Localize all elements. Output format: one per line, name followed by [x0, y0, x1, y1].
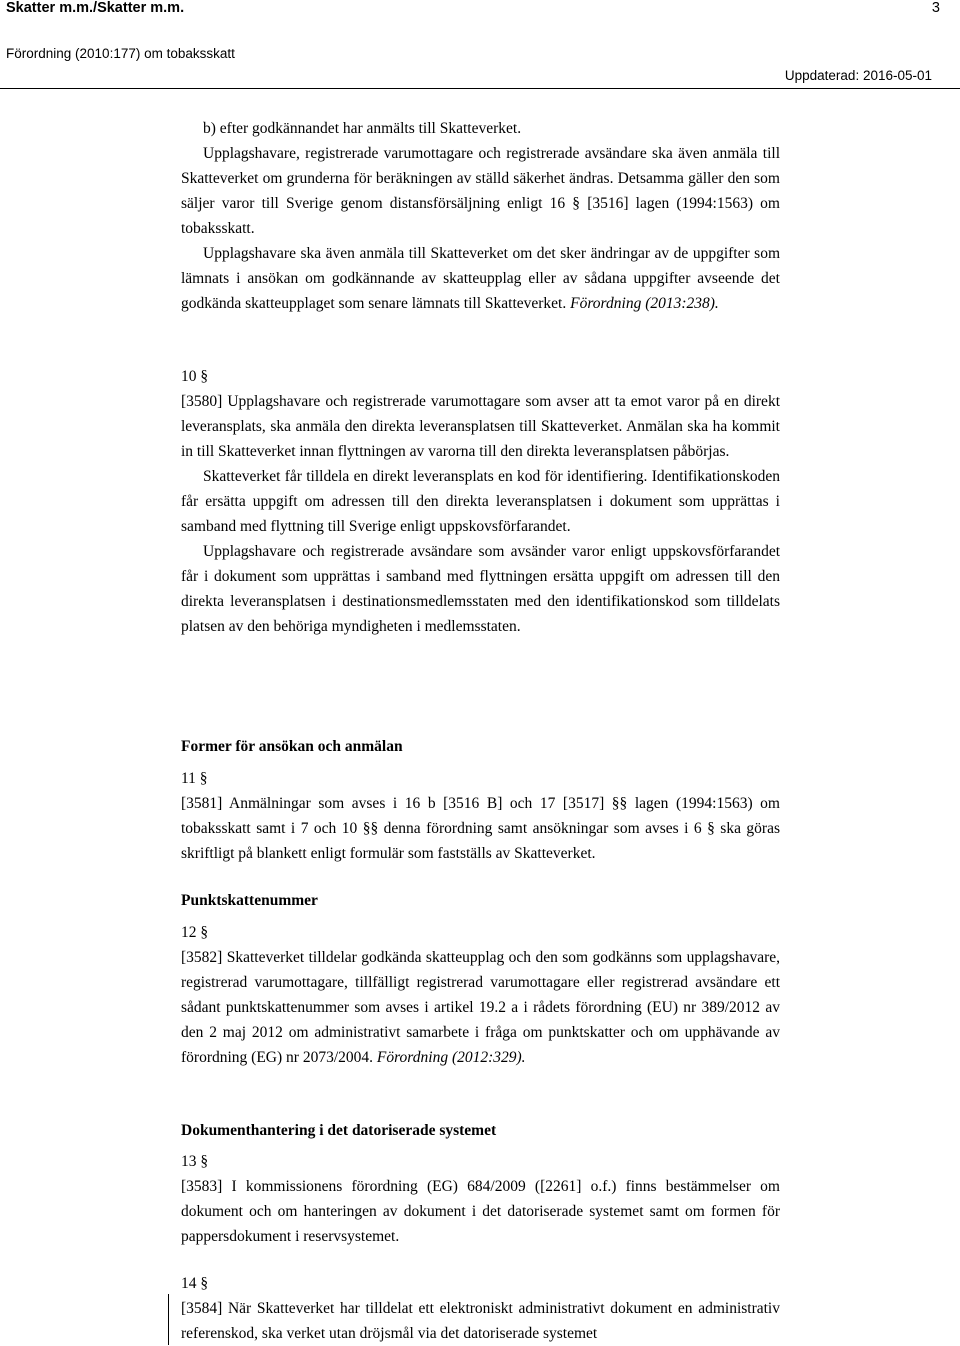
amendment-reference: Förordning (2012:329). [376, 1049, 526, 1066]
section-13 [181, 1149, 780, 1249]
section-heading: Former för ansökan och anmälan [181, 738, 403, 755]
section-14-label: 14 § [181, 1275, 209, 1292]
section-10-paragraph-3: Upplagshavare och registrerade avsändare som avsänder varor enligt uppskovsförfarandet får i dokument som upprättas i samband med flyttningen ersätta uppgift om adressen till den direkta leveransplatsen i destinationsmedlemsstaten med den identifikationskod som tilldelats platsen av den behöriga myndigheten i medlemsstaten. [181, 543, 780, 635]
section-11 [181, 766, 780, 866]
paragraph-b-item: b) efter godkännandet har anmälts till Skatteverket. [203, 120, 522, 137]
section-10 [181, 364, 780, 639]
section-11-paragraph-1: [3581] Anmälningar som avses i 16 b [3516 B] och 17 [3517] §§ lagen (1994:1563) om tobaksskatt samt i 7 och 10 §§ denna förordning samt ansökningar som avses i 6 § ska göras skriftligt på blankett enligt formulär som fastställs av Skatteverket. [181, 795, 780, 862]
section-14 [181, 1271, 780, 1346]
statute-title: Förordning (2010:177) om tobaksskatt [6, 46, 235, 61]
section-12 [181, 920, 780, 1070]
section-10-paragraph-1: [3580] Upplagshavare och registrerade varumottagare som avser att ta emot varor på en direkt leveransplats, ska anmäla den direkta leveransplatsen till Skatteverket. Anmälan ska ha kommit in till Skatteverket innan flyttningen av varorna till den direkta leveransplatsen påbörjas. [181, 393, 780, 460]
page-number: 3 [931, 0, 940, 16]
heading-excise-number [181, 888, 780, 913]
paragraph-1: Upplagshavare, registrerade varumottagare och registrerade avsändare ska även anmäla till Skatteverket om grunderna för beräkningen av ställd säkerhet ändras. Detsamma gäller den som säljer varor till Sverige genom distansförsäljning enligt 16 § [3516] lagen (1994:1563) om tobaksskatt. [181, 145, 780, 237]
header-divider [0, 88, 960, 89]
section-12-label: 12 § [181, 924, 209, 941]
section-heading: Punktskattenummer [181, 892, 318, 909]
section-13-label: 13 § [181, 1153, 209, 1170]
body-block-1 [181, 116, 780, 316]
paragraph-2-text: Upplagshavare ska även anmäla till Skatteverket om det sker ändringar av de uppgifter som lämnats i ansökan om godkännande av skatteupplag eller av sådana uppgifter avseende det godkända skatteupplaget som senare lämnats till Skatteverket. [181, 245, 780, 312]
heading-forms [181, 734, 780, 759]
updated-date: Uppdaterad: 2016-05-01 [784, 68, 932, 83]
heading-document-handling [181, 1118, 780, 1143]
section-13-paragraph-1: [3583] I kommissionens förordning (EG) 684/2009 ([2261] o.f.) finns bestämmelser om dokument och om hanteringen av dokument i det datoriserade systemet samt om formen för pappersdokument i reservsystemet. [181, 1178, 780, 1245]
section-10-label: 10 § [181, 368, 209, 385]
change-bar [168, 1294, 169, 1345]
section-heading: Dokumenthantering i det datoriserade systemet [181, 1122, 497, 1139]
section-10-paragraph-2: Skatteverket får tilldela en direkt leveransplats en kod för identifiering. Identifikationskoden får ersätta uppgift om adressen till den direkta leveransplatsen i dokument som upprättas i samband med flyttning till Sverige enligt uppskovsförfarandet. [181, 468, 780, 535]
document-title: Skatter m.m./Skatter m.m. [6, 0, 185, 16]
paragraph-2 [181, 241, 780, 316]
section-11-label: 11 § [181, 770, 208, 787]
section-12-text: [3582] Skatteverket tilldelar godkända skatteupplag och den som godkänns som upplagshavare, registrerad varumottagare, tillfälligt registrerad varumottagare eller registrerad avsändare ett sådant punktskattenummer som avses i artikel 19.2 a i rådets förordning (EU) nr 389/2012 av den 2 maj 2012 om administrativt samarbete i fråga om punktskatter och om upphävande av förordning (EG) nr 2073/2004. [181, 949, 780, 1066]
section-14-paragraph-1: [3584] När Skatteverket har tilldelat ett elektroniskt administrativt dokument en administrativ referenskod, ska verket utan dröjsmål via det datoriserade systemet [181, 1300, 780, 1342]
amendment-reference: Förordning (2013:238). [570, 295, 719, 312]
section-12-paragraph-1 [181, 945, 780, 1070]
